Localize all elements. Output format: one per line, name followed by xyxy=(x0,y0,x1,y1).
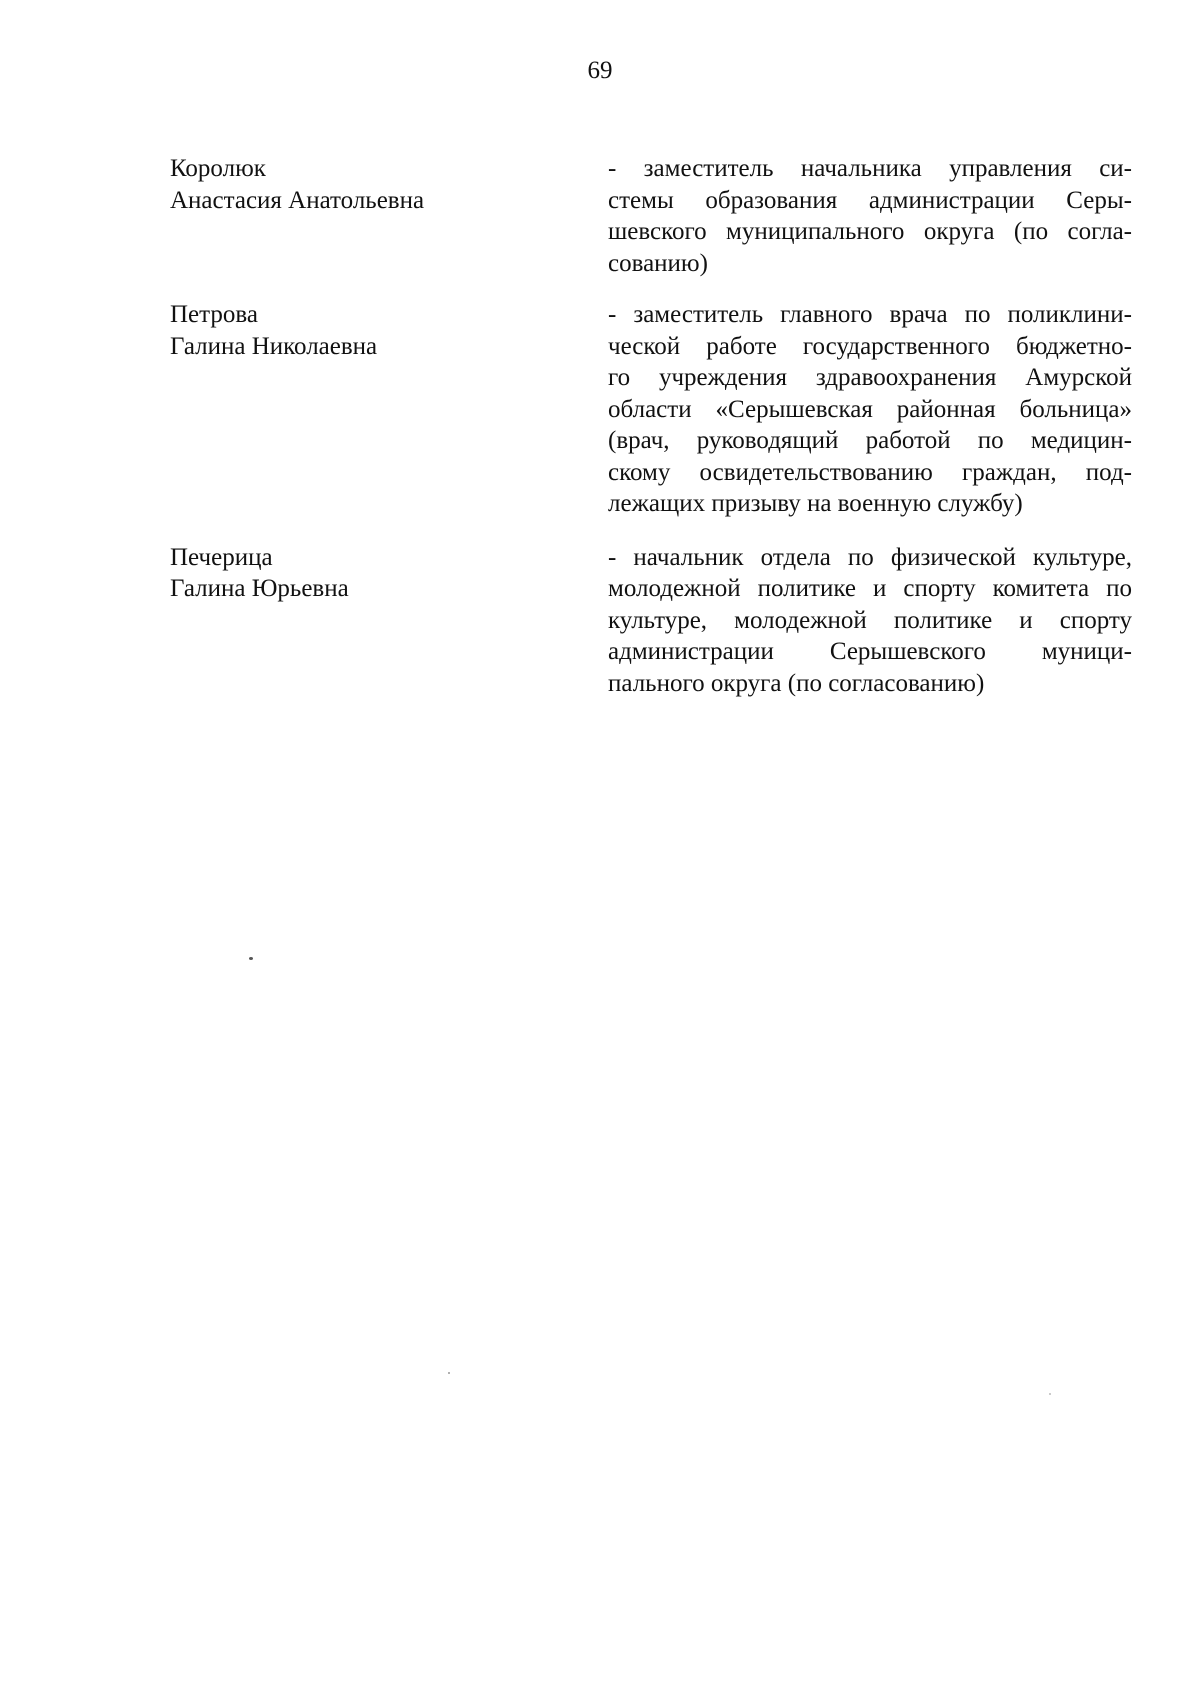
member-role-line: скому освидетельствованию граждан, под- xyxy=(608,458,1132,486)
scan-speck xyxy=(1049,1393,1051,1395)
member-role xyxy=(608,153,1132,279)
member-surname: Королюк xyxy=(170,155,266,182)
member-name xyxy=(170,299,608,362)
member-role-line: - заместитель главного врача по поликлини- xyxy=(608,301,1132,328)
member-role-line: пального округа (по согласованию) xyxy=(608,669,985,697)
member-role-line: культуре, молодежной политике и спорту xyxy=(608,606,1132,634)
member-role-line: го учреждения здравоохранения Амурской xyxy=(608,364,1132,391)
member-role-line: шевского муниципального округа (по согла- xyxy=(608,218,1132,245)
member-entry xyxy=(170,299,1132,520)
member-given-names: Анастасия Анатольевна xyxy=(170,186,425,214)
member-name xyxy=(170,153,608,216)
scan-speck xyxy=(249,957,253,960)
member-surname: Печерица xyxy=(170,543,273,571)
member-role xyxy=(608,299,1132,520)
member-role-line: стемы образования администрации Серы- xyxy=(608,186,1132,214)
member-role-line: - заместитель начальника управления си- xyxy=(608,155,1132,182)
member-role-line: области «Серышевская районная больница» xyxy=(608,395,1132,423)
member-role-line: ческой работе государственного бюджетно- xyxy=(608,332,1132,360)
member-role-line: - начальник отдела по физической культуре, xyxy=(608,543,1132,571)
member-role xyxy=(608,542,1132,700)
member-entry xyxy=(170,153,1132,279)
page-number: 69 xyxy=(587,57,613,84)
member-name xyxy=(170,542,608,605)
member-given-names: Галина Николаевна xyxy=(170,332,378,360)
member-role-line: (врач, руководящий работой по медицин- xyxy=(608,427,1132,454)
member-role-line: сованию) xyxy=(608,249,708,277)
commission-member-list xyxy=(170,153,1132,729)
member-role-line: администрации Серышевского муници- xyxy=(608,638,1132,665)
member-role-line: лежащих призыву на военную службу) xyxy=(608,490,1023,517)
member-entry xyxy=(170,542,1132,700)
scan-speck xyxy=(448,1372,450,1374)
member-given-names: Галина Юрьевна xyxy=(170,575,349,602)
member-surname: Петрова xyxy=(170,301,258,328)
member-role-line: молодежной политике и спорту комитета по xyxy=(608,575,1132,602)
